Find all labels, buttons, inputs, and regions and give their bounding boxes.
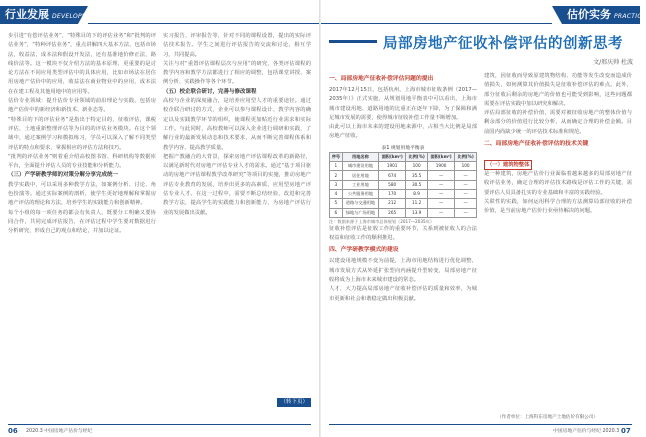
paragraph: 由此可以上海市未来的建设用地来源中，占相当大比例是局部房地产征收。 bbox=[329, 124, 477, 140]
table-cell: — bbox=[455, 208, 477, 217]
table-row bbox=[330, 189, 477, 198]
table-cell: 8.9 bbox=[406, 189, 428, 198]
section-heading: 一、局部房地产征收补偿评估问题的提出 bbox=[329, 76, 434, 82]
table-cell: 100 bbox=[455, 162, 477, 171]
table-cell: — bbox=[428, 180, 455, 189]
left-page bbox=[0, 0, 319, 437]
table-row bbox=[330, 180, 477, 189]
table-header-cell: 面积(km²) bbox=[428, 152, 455, 161]
continued-label[interactable]: （转下页） bbox=[277, 398, 311, 407]
table-cell: 6 bbox=[330, 208, 343, 217]
paragraph: 评估局部征收的补偿价值，需要对被征收房地产的整体价值与剩余部分的价值进行比较分析，从而确定合理的补偿金额。目前国内尚缺少统一的评估技术标准和规范。 bbox=[484, 110, 632, 135]
paragraph: 步引进“有偿评估业务”，“特殊目的下的评估业务”和“批判的评估业务”，“特种评估业务”，重点讲解四大基本方法，包括市场法，收益法，成本法和假设开发法，还有基准地价修正法，路线价法等。这一模块不仅介绍方法的基本原理，更重要的是讨论方法在不同应用类型评估中的具体应用，比如市场法在居住用房地产估价中的应用，收益法在商业物业中的应用，成本法在在建工程及其他用地中的应用等。 bbox=[8, 33, 156, 95]
paragraph: 估价专业领域：提升估价专业领域的前沿理论与实践，包括房地产估价中的新经济和新技术、新业态等。 bbox=[8, 98, 156, 114]
paragraph: 把握产教融合的大背景，探索房地产评估课程改革的新路径，以满足新时代对房地产评估专业人才的需求。通过“基于项目驱动的房地产评估课程教学改革研究”等项目的实施，推动房地产评估专业教育的发展，培养出更多的高素质、应用型房地产评估专业人才。在这一过程中，需要不断总结经验，改进和完善教学方法，提高学生的实践能力和创新能力，为房地产评估行业的发展做出贡献。 bbox=[163, 153, 311, 216]
table-cell: 212 bbox=[379, 199, 406, 208]
table-cell: 1 bbox=[330, 162, 343, 171]
page-number: 06 bbox=[8, 427, 18, 435]
table-cell: 5 bbox=[330, 199, 343, 208]
section-heading: 二、局部房地产征收补偿评估的技术关键 bbox=[484, 141, 589, 148]
paragraph: 关联性的实践，如何运用科学合理的方法测算局部征收的补偿价值，是当前房地产估价行业亟待解决的问题。 bbox=[484, 198, 632, 215]
section-title: 行业发展 bbox=[5, 8, 49, 21]
table-note: 注：数据来源于上海市城市总体规划（2017—2035年） bbox=[329, 218, 435, 224]
left-header bbox=[0, 6, 319, 24]
section-subtitle: PRACTICE bbox=[614, 13, 646, 20]
table-header-cell: 序号 bbox=[330, 152, 343, 161]
paragraph: 教学实践中，可以采用多种教学方法，如案例分析、讨论、角色扮演等。通过实际案例的剖析，使学生更好地理解和掌握房地产评估的理论和方法，培养学生的实践能力和创新精神。 bbox=[8, 181, 156, 207]
header-rule bbox=[321, 23, 552, 24]
page-number: 07 bbox=[621, 427, 631, 435]
subsection-heading: （三）产学研教学师的对策分解分享完成统一 bbox=[8, 172, 119, 179]
table-cell: 2 bbox=[330, 171, 343, 180]
table-cell: 公共服务用地 bbox=[342, 189, 378, 198]
table-cell: 30.5 bbox=[406, 180, 428, 189]
section-label bbox=[567, 7, 646, 23]
paragraph: 实习报告、评审报告等，针对不同的课程设置，提出的实际评估技术报告。学生之间进行评估报告的交流和讨论，相互学习，共同提高。 bbox=[163, 33, 311, 58]
section-subtitle: DEVELOPMENT bbox=[52, 13, 101, 20]
left-column-1 bbox=[8, 32, 156, 410]
table-cell: 13.9 bbox=[406, 208, 428, 217]
subsection-heading: （五）校企联合研讨，完善与修改课程 bbox=[163, 88, 257, 95]
table-cell: 道路与交通用地 bbox=[342, 199, 378, 208]
table-row bbox=[330, 208, 477, 217]
table-cell: 35.5 bbox=[406, 171, 428, 180]
article-author: 文/邢庆帅 杜波 bbox=[593, 59, 633, 66]
table-header-cell: 面积(km²) bbox=[379, 152, 406, 161]
table-header-cell: 比例(%) bbox=[455, 152, 477, 161]
table-cell: 1900 bbox=[428, 162, 455, 171]
section-label bbox=[5, 7, 100, 23]
magazine-name: 中国房地产估价与经纪 2020.3 bbox=[553, 429, 620, 434]
table-cell: 580 bbox=[379, 180, 406, 189]
paragraph: 人才，大力提高局部房地产征收补偿评估的质量和效率，为城市更新和社会和谐稳定做出积极贡献。 bbox=[329, 286, 477, 302]
table-row bbox=[330, 199, 477, 208]
article-title: 局部房地产征收补偿评估的创新思考 bbox=[383, 36, 623, 52]
paragraph: 以建设用地规模不变为前提，上海市用地结构进行优化调整，城市发展方式从外延扩张型向内涵提升型转变，局部房地产征收将成为上海市未来城市建设的常态。 bbox=[329, 258, 477, 284]
table-row bbox=[330, 162, 477, 171]
table-cell: — bbox=[428, 208, 455, 217]
paragraph: 是一种建筑，房地产估价行业面临着越来越多的局部房地产征收评估业务，确定合理的评估技术路线是评估工作的关键，需要评估人员具备扎实的专业基础和丰富的实践经验。 bbox=[484, 171, 632, 196]
table-row bbox=[330, 171, 477, 180]
right-column-2 bbox=[484, 72, 632, 396]
table-cell: 100 bbox=[406, 162, 428, 171]
table-cell: — bbox=[428, 199, 455, 208]
table-header-row bbox=[330, 152, 477, 161]
boxed-subheading: （一）建筑物整体 bbox=[484, 160, 532, 170]
table-cell: 11.2 bbox=[406, 199, 428, 208]
table-cell: 城市建设用地 bbox=[342, 162, 378, 171]
header-rule bbox=[88, 23, 319, 24]
section-heading: 四、产学研教学模式的建设 bbox=[329, 247, 399, 254]
magazine-name: 2020.3 中国房地产估价与经纪 bbox=[26, 429, 93, 434]
paragraph: 征收补偿评估是征收工作的重要环节，关系到被征收人的合法权益和征收工作的顺利推进。 bbox=[329, 225, 477, 242]
table-cell: — bbox=[428, 171, 455, 180]
paragraph: 每个小组的每一项任务的都会有负责人，既要分工明确又要协同合作，共同完成评估报告，在评估过程中学生要对数据进行分析研究，形成自己的观点和结论，并加以论证。 bbox=[8, 209, 156, 235]
table-title: 表1 规划用地平衡表 bbox=[381, 145, 425, 151]
paragraph: 建筑，因征收而导致原建筑物结构、功能等发生改变而造成价值损失，如何测算其价值损失是征收补偿评估的难点。此外，部分征收后剩余的房地产的价值也可能受到影响，这些问题都需要在评估实践中加以研究和解决。 bbox=[484, 73, 632, 107]
table-header-cell: 比例(%) bbox=[406, 152, 428, 161]
paragraph: 2017年12月15日，包括杭州、上海市城市征收条例（2017—2035年）》正式实施，从规划用地平衡表中可以看出，上海市城市建设用地、道路用地的比重正在逐年下降，为了保障和满足城市发展的需要，使得城市征收补偿工作量不断增加。 bbox=[329, 87, 477, 121]
table-cell: — bbox=[455, 180, 477, 189]
table-cell: 工业用地 bbox=[342, 180, 378, 189]
table-cell: 4 bbox=[330, 189, 343, 198]
paragraph: 关注与对“重置评估课程层次与应用”的研究，各类评估课程的教学内容和教学方法都进行了相应的调整，包括课堂讲授、案例分析、实践操作等各个环节。 bbox=[163, 60, 311, 86]
right-header bbox=[321, 6, 646, 24]
table-cell: 居住用地 bbox=[342, 171, 378, 180]
right-page bbox=[321, 0, 646, 437]
footer-rule bbox=[8, 424, 311, 425]
author-affiliation: （作者单位：上海科东房地产土地估价有限公司） bbox=[497, 415, 599, 420]
paragraph: “批判的评估业务”则着重介绍高校图书馆、科研机构等数据库平台，全面提升评估人员的专业技能和分析能力。 bbox=[8, 153, 156, 170]
land-use-table bbox=[329, 152, 477, 218]
table-cell: 674 bbox=[379, 171, 406, 180]
table-cell: — bbox=[455, 171, 477, 180]
table-cell: 绿地与广场用地 bbox=[342, 208, 378, 217]
paragraph: “特殊目的下的评估业务”是指出于特定目的，征收评估，课税评估，土地重新整理评估等为目的的评估业务模块。在这个领域中，通过案例学习和模拟练习，学员可以深入了解不同类型评估的特点和要求，掌握相应的评估方法和技巧。 bbox=[8, 116, 156, 151]
table-cell: 170 bbox=[379, 189, 406, 198]
section-band-tip bbox=[552, 6, 562, 24]
title-accent-bar bbox=[329, 40, 377, 43]
table-cell: — bbox=[455, 189, 477, 198]
table-cell: 1901 bbox=[379, 162, 406, 171]
left-column-2 bbox=[163, 32, 311, 410]
paragraph: 高校与企业的深度融合，是培养应用型人才的重要途径。通过校企联合研讨的方式，企业可以参与课程设计、教学内容的确定以及实践教学环节的组织，使课程更加贴近行业需求和实际工作。与此同时，高校教师可以深入企业进行调研和实践，了解行业的最新发展动态和技术要求，从而不断完善课程体系和教学内容，提高教学质量。 bbox=[163, 98, 311, 151]
table-cell: — bbox=[455, 199, 477, 208]
right-column-1 bbox=[329, 72, 477, 410]
table-cell: — bbox=[428, 189, 455, 198]
table-header-cell: 用地名称 bbox=[342, 152, 378, 161]
table-cell: 265 bbox=[379, 208, 406, 217]
section-title: 估价实务 bbox=[567, 8, 611, 21]
table-cell: 3 bbox=[330, 180, 343, 189]
footer-rule bbox=[329, 424, 632, 425]
